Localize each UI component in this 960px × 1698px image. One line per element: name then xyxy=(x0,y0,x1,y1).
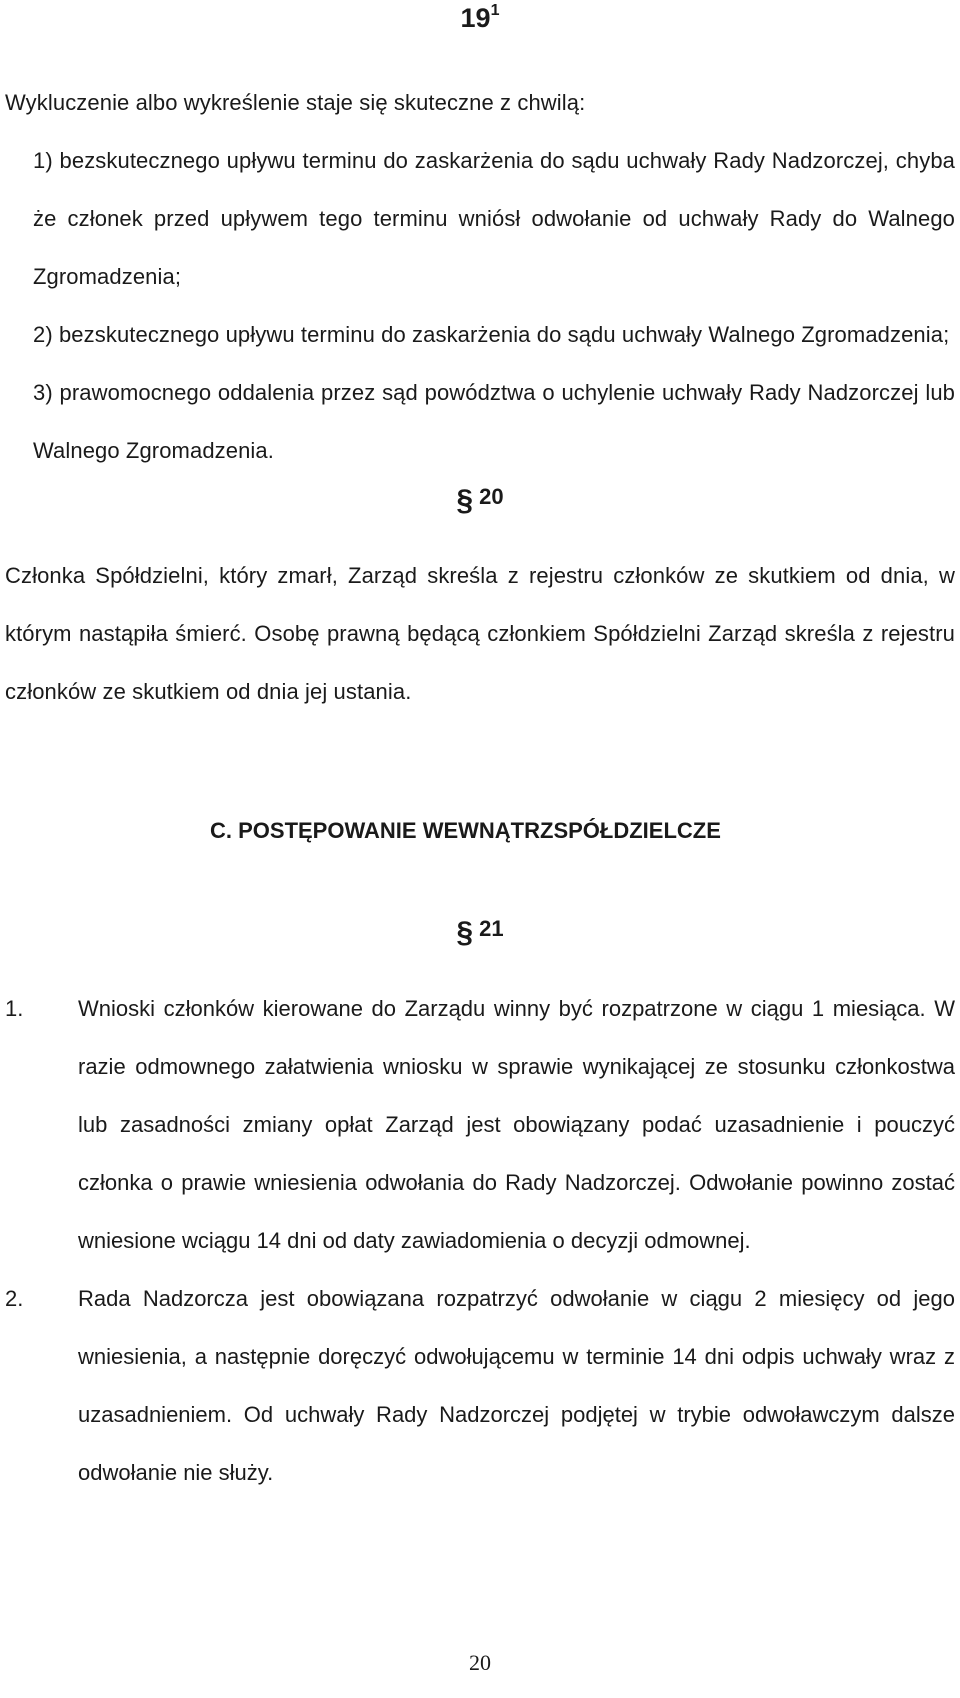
section-number: 19 xyxy=(460,3,491,33)
list-item-number: 2. xyxy=(5,1286,24,1311)
section-sign-icon: § xyxy=(456,916,474,949)
section-20-body xyxy=(5,547,955,721)
chapter-heading: C. POSTĘPOWANIE WEWNĄTRZSPÓŁDZIELCZE xyxy=(210,818,721,843)
list-item xyxy=(5,980,955,1270)
section-superscript: 1 xyxy=(490,2,500,19)
section-19-1-intro: Wykluczenie albo wykreślenie staje się skuteczne z chwilą: xyxy=(5,90,586,115)
list-item-number: 1. xyxy=(5,996,24,1021)
section-number: 21 xyxy=(479,916,504,941)
list-item-text: Rada Nadzorcza jest obowiązana rozpatrzyć odwołanie w ciągu 2 miesięcy od jego wniesienia, a następnie doręczyć odwołującemu w terminie 14 dni odpis uchwały wraz z uzasadnieniem. Od uchwały Rady Nadzorczej podjętej w trybie odwoławczym dalsze odwołanie nie służy. xyxy=(78,1286,955,1485)
list-item xyxy=(5,1270,955,1502)
list-item-text: Wnioski członków kierowane do Zarządu winny być rozpatrzone w ciągu 1 miesiąca. W razie odmownego załatwienia wniosku w sprawie wynikającej ze stosunku członkostwa lub zasadności zmiany opłat Zarząd jest obowiązany podać uzasadnienie i pouczyć członka o prawie wniesienia odwołania do Rady Nadzorczej. Odwołanie powinno zostać wniesione wciągu 14 dni od daty zawiadomienia o decyzji odmownej. xyxy=(78,996,955,1253)
section-number: 20 xyxy=(479,484,504,509)
section-19-1-item-2: 2) bezskutecznego upływu terminu do zaskarżenia do sądu uchwały Walnego Zgromadzenia; xyxy=(33,322,950,347)
section-heading-20 xyxy=(0,478,960,517)
section-20-text: Członka Spółdzielni, który zmarł, Zarząd skreśla z rejestru członków ze skutkiem od dnia, w którym nastąpiła śmierć. Osobę prawną będącą członkiem Spółdzielni Zarząd skreśla z rejestru członków ze skutkiem od dnia jej ustania. xyxy=(5,563,955,704)
section-heading-21 xyxy=(0,910,960,949)
page-number: 20 xyxy=(469,1650,491,1675)
section-21-list xyxy=(5,980,955,1502)
section-sign-icon: § xyxy=(456,484,474,517)
section-heading-19-1 xyxy=(0,2,960,34)
section-19-1-body xyxy=(5,74,955,480)
section-19-1-item-3: 3) prawomocnego oddalenia przez sąd powództwa o uchylenie uchwały Rady Nadzorczej lub Walnego Zgromadzenia. xyxy=(33,380,955,463)
section-19-1-item-1: 1) bezskutecznego upływu terminu do zaskarżenia do sądu uchwały Rady Nadzorczej, chyba że członek przed upływem tego terminu wniósł odwołanie od uchwały Rady do Walnego Zgromadzenia; xyxy=(33,148,955,289)
